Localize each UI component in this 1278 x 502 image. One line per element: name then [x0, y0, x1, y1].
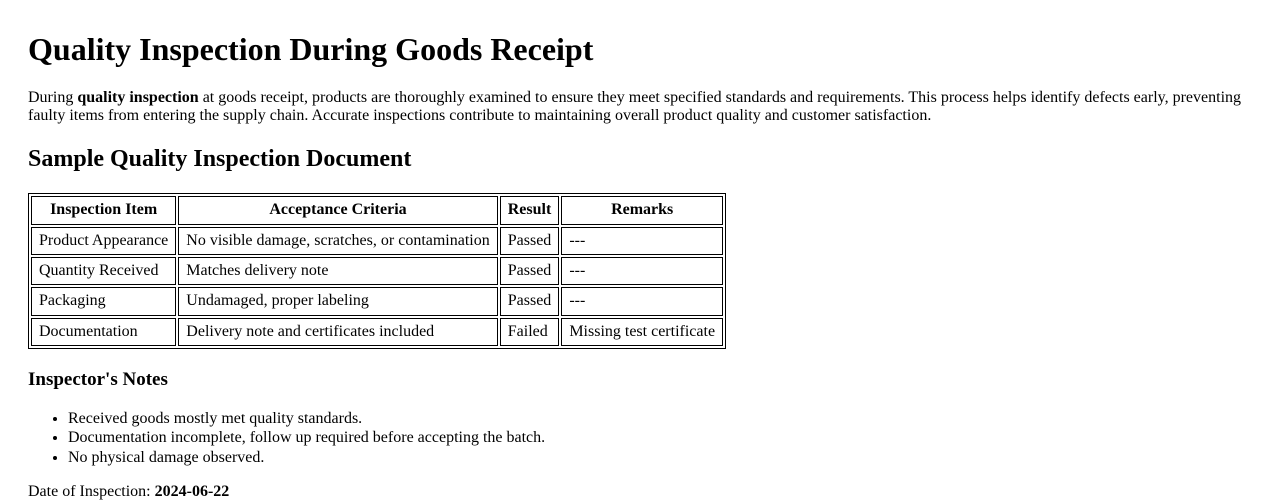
header-cell-inspection-item: Inspection Item — [31, 196, 176, 224]
intro-bold-phrase: quality inspection — [77, 88, 199, 106]
header-cell-remarks: Remarks — [561, 196, 723, 224]
intro-text-after: at goods receipt, products are thoroughly examined to ensure they meet specified standards and requirements. This process helps identify defects early, preventing faulty items from entering the supply chain. Accurate inspections contribute to maintaining overall product quality and customer satisfaction. — [28, 88, 1242, 125]
table-cell-item: Product Appearance — [31, 227, 176, 255]
notes-heading: Inspector's Notes — [28, 369, 168, 391]
intro-text-before: During — [28, 88, 78, 106]
table-header-row — [31, 196, 723, 224]
header-cell-result: Result — [500, 196, 560, 224]
table-row — [31, 257, 723, 285]
note-item: • Received goods mostly met quality standards. — [68, 410, 1250, 428]
table-cell-criteria: Matches delivery note — [178, 257, 497, 285]
inspection-date-line — [28, 483, 1250, 501]
table-cell-item: Packaging — [31, 287, 176, 315]
table-cell-result: Passed — [500, 227, 560, 255]
table-cell-item: Documentation — [31, 318, 176, 346]
table-row — [31, 318, 723, 346]
note-item: • Documentation incomplete, follow up required before accepting the batch. — [68, 429, 1250, 447]
inspection-table — [28, 193, 726, 349]
notes-list — [28, 410, 1250, 467]
table-cell-criteria: No visible damage, scratches, or contamination — [178, 227, 497, 255]
page-title: Quality Inspection During Goods Receipt — [28, 31, 594, 67]
inspection-date-value: 2024-06-22 — [154, 483, 230, 501]
table-cell-remarks: --- — [561, 227, 723, 255]
intro-paragraph — [28, 89, 1250, 126]
table-cell-criteria: Undamaged, proper labeling — [178, 287, 497, 315]
section-heading: Sample Quality Inspection Document — [28, 145, 412, 172]
table-cell-item: Quantity Received — [31, 257, 176, 285]
note-item: • No physical damage observed. — [68, 449, 1250, 467]
header-cell-acceptance-criteria: Acceptance Criteria — [178, 196, 497, 224]
table-cell-remarks: Missing test certificate — [561, 318, 723, 346]
inspection-date-label: Date of Inspection: — [28, 483, 155, 501]
table-cell-result: Failed — [500, 318, 560, 346]
table-cell-result: Passed — [500, 257, 560, 285]
table-cell-criteria: Delivery note and certificates included — [178, 318, 497, 346]
table-row — [31, 227, 723, 255]
table-cell-result: Passed — [500, 287, 560, 315]
table-cell-remarks: --- — [561, 257, 723, 285]
table-row — [31, 287, 723, 315]
table-cell-remarks: --- — [561, 287, 723, 315]
